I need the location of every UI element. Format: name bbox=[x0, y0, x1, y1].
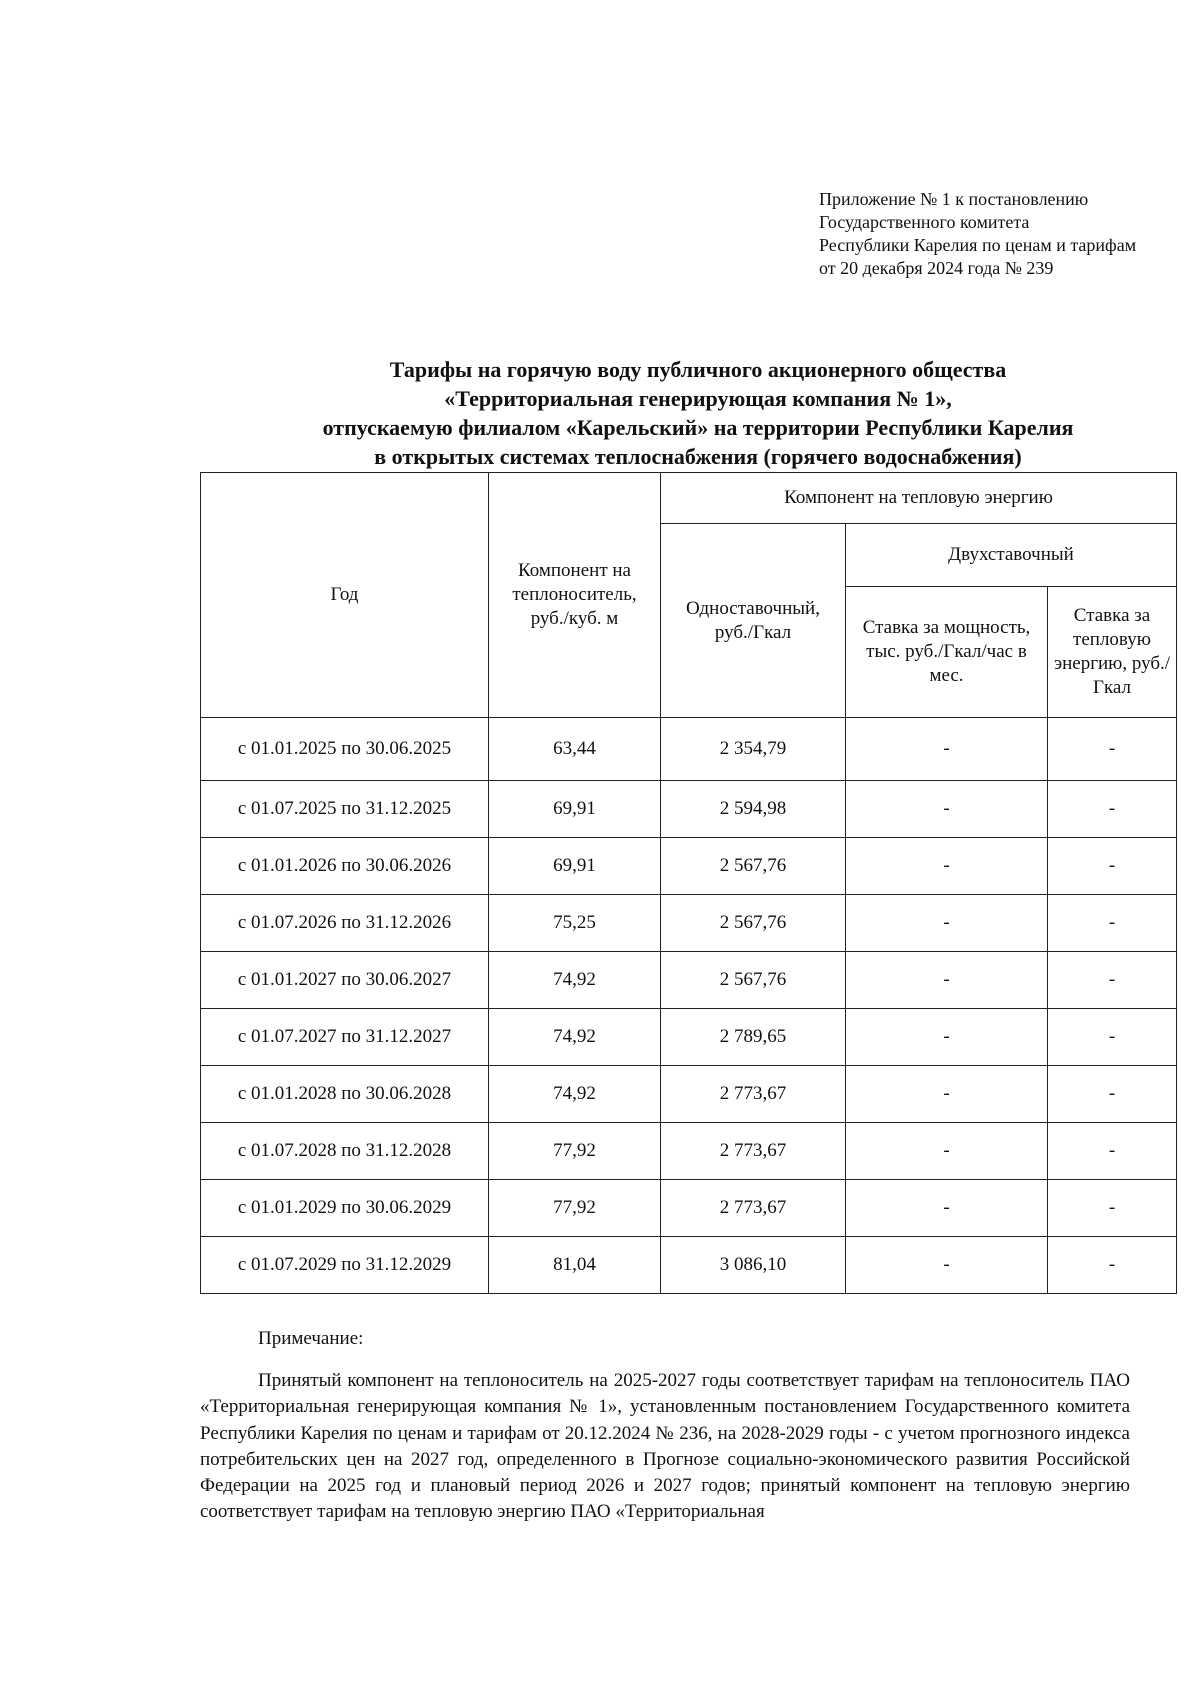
cell-single-rate: 2 567,76 bbox=[661, 952, 846, 1009]
cell-coolant: 81,04 bbox=[489, 1237, 661, 1294]
title-line: в открытых системах теплоснабжения (горячего водоснабжения) bbox=[374, 444, 1022, 469]
table-row bbox=[201, 1237, 1177, 1294]
cell-period: с 01.07.2029 по 31.12.2029 bbox=[201, 1237, 489, 1294]
note-paragraph: Принятый компонент на теплоноситель на 2025-2027 годы соответствует тарифам на теплоноситель ПАО «Территориальная генерирующая компания № 1», установленным постановлением Государственного комитета Республики Карелия по ценам и тарифам от 20.12.2024 № 236, на 2028-2029 годы - с учетом прогнозного индекса потребительских цен на 2027 год, определенного в Прогнозе социально-экономического развития Российской Федерации на 2025 год и плановый период 2026 и 2027 годов; принятый компонент на тепловую энергию соответствует тарифам на тепловую энергию ПАО «Территориальная bbox=[200, 1370, 1130, 1523]
table-row bbox=[201, 1066, 1177, 1123]
appendix-line: Государственного комитета bbox=[819, 212, 1030, 232]
cell-coolant: 69,91 bbox=[489, 781, 661, 838]
cell-coolant: 74,92 bbox=[489, 1009, 661, 1066]
table-row bbox=[201, 1180, 1177, 1237]
cell-single-rate: 2 594,98 bbox=[661, 781, 846, 838]
cell-capacity-rate: - bbox=[846, 718, 1048, 781]
cell-energy-rate: - bbox=[1048, 895, 1177, 952]
title-line: «Территориальная генерирующая компания № 1», bbox=[444, 386, 952, 411]
cell-period: с 01.01.2027 по 30.06.2027 bbox=[201, 952, 489, 1009]
cell-single-rate: 2 773,67 bbox=[661, 1180, 846, 1237]
cell-single-rate: 2 789,65 bbox=[661, 1009, 846, 1066]
cell-energy-rate: - bbox=[1048, 838, 1177, 895]
cell-coolant: 77,92 bbox=[489, 1123, 661, 1180]
table-row bbox=[201, 952, 1177, 1009]
appendix-line: Республики Карелия по ценам и тарифам bbox=[819, 235, 1137, 255]
table-row bbox=[201, 895, 1177, 952]
note-label: Примечание: bbox=[258, 1328, 364, 1349]
cell-capacity-rate: - bbox=[846, 1237, 1048, 1294]
cell-coolant: 69,91 bbox=[489, 838, 661, 895]
document-title bbox=[200, 355, 1196, 471]
cell-coolant: 74,92 bbox=[489, 1066, 661, 1123]
cell-coolant: 74,92 bbox=[489, 952, 661, 1009]
cell-energy-rate: - bbox=[1048, 781, 1177, 838]
cell-energy-rate: - bbox=[1048, 1009, 1177, 1066]
header-two-rate: Двухставочный bbox=[846, 524, 1177, 587]
cell-period: с 01.01.2025 по 30.06.2025 bbox=[201, 718, 489, 781]
header-energy-rate: Ставка за тепловую энергию, руб./Гкал bbox=[1048, 587, 1177, 718]
table-row bbox=[201, 838, 1177, 895]
title-line: отпускаемую филиалом «Карельский» на территории Республики Карелия bbox=[322, 415, 1074, 440]
cell-coolant: 77,92 bbox=[489, 1180, 661, 1237]
cell-capacity-rate: - bbox=[846, 1009, 1048, 1066]
appendix-reference bbox=[819, 188, 1136, 280]
cell-period: с 01.01.2029 по 30.06.2029 bbox=[201, 1180, 489, 1237]
table-row bbox=[201, 718, 1177, 781]
cell-period: с 01.01.2026 по 30.06.2026 bbox=[201, 838, 489, 895]
cell-single-rate: 2 567,76 bbox=[661, 895, 846, 952]
header-single-rate: Одноставочный, руб./Гкал bbox=[661, 524, 846, 718]
header-coolant-component: Компонент на теплоноситель, руб./куб. м bbox=[489, 473, 661, 718]
cell-capacity-rate: - bbox=[846, 1066, 1048, 1123]
cell-energy-rate: - bbox=[1048, 1237, 1177, 1294]
appendix-line: от 20 декабря 2024 года № 239 bbox=[819, 258, 1054, 278]
cell-energy-rate: - bbox=[1048, 1123, 1177, 1180]
cell-energy-rate: - bbox=[1048, 1180, 1177, 1237]
cell-capacity-rate: - bbox=[846, 838, 1048, 895]
cell-capacity-rate: - bbox=[846, 895, 1048, 952]
cell-single-rate: 3 086,10 bbox=[661, 1237, 846, 1294]
cell-coolant: 63,44 bbox=[489, 718, 661, 781]
cell-energy-rate: - bbox=[1048, 952, 1177, 1009]
cell-period: с 01.07.2028 по 31.12.2028 bbox=[201, 1123, 489, 1180]
cell-capacity-rate: - bbox=[846, 1123, 1048, 1180]
header-capacity-rate: Ставка за мощность, тыс. руб./Гкал/час в мес. bbox=[846, 587, 1048, 718]
cell-single-rate: 2 773,67 bbox=[661, 1123, 846, 1180]
cell-capacity-rate: - bbox=[846, 781, 1048, 838]
cell-energy-rate: - bbox=[1048, 718, 1177, 781]
header-heat-energy-component: Компонент на тепловую энергию bbox=[661, 473, 1177, 524]
cell-single-rate: 2 567,76 bbox=[661, 838, 846, 895]
cell-period: с 01.07.2025 по 31.12.2025 bbox=[201, 781, 489, 838]
cell-energy-rate: - bbox=[1048, 1066, 1177, 1123]
title-line: Тарифы на горячую воду публичного акционерного общества bbox=[389, 357, 1007, 382]
tariff-table bbox=[200, 472, 1177, 1294]
cell-period: с 01.01.2028 по 30.06.2028 bbox=[201, 1066, 489, 1123]
cell-capacity-rate: - bbox=[846, 952, 1048, 1009]
cell-single-rate: 2 354,79 bbox=[661, 718, 846, 781]
cell-coolant: 75,25 bbox=[489, 895, 661, 952]
table-row bbox=[201, 1123, 1177, 1180]
header-year: Год bbox=[201, 473, 489, 718]
cell-single-rate: 2 773,67 bbox=[661, 1066, 846, 1123]
appendix-line: Приложение № 1 к постановлению bbox=[819, 189, 1089, 209]
table-row bbox=[201, 781, 1177, 838]
cell-period: с 01.07.2027 по 31.12.2027 bbox=[201, 1009, 489, 1066]
cell-capacity-rate: - bbox=[846, 1180, 1048, 1237]
cell-period: с 01.07.2026 по 31.12.2026 bbox=[201, 895, 489, 952]
table-row bbox=[201, 1009, 1177, 1066]
